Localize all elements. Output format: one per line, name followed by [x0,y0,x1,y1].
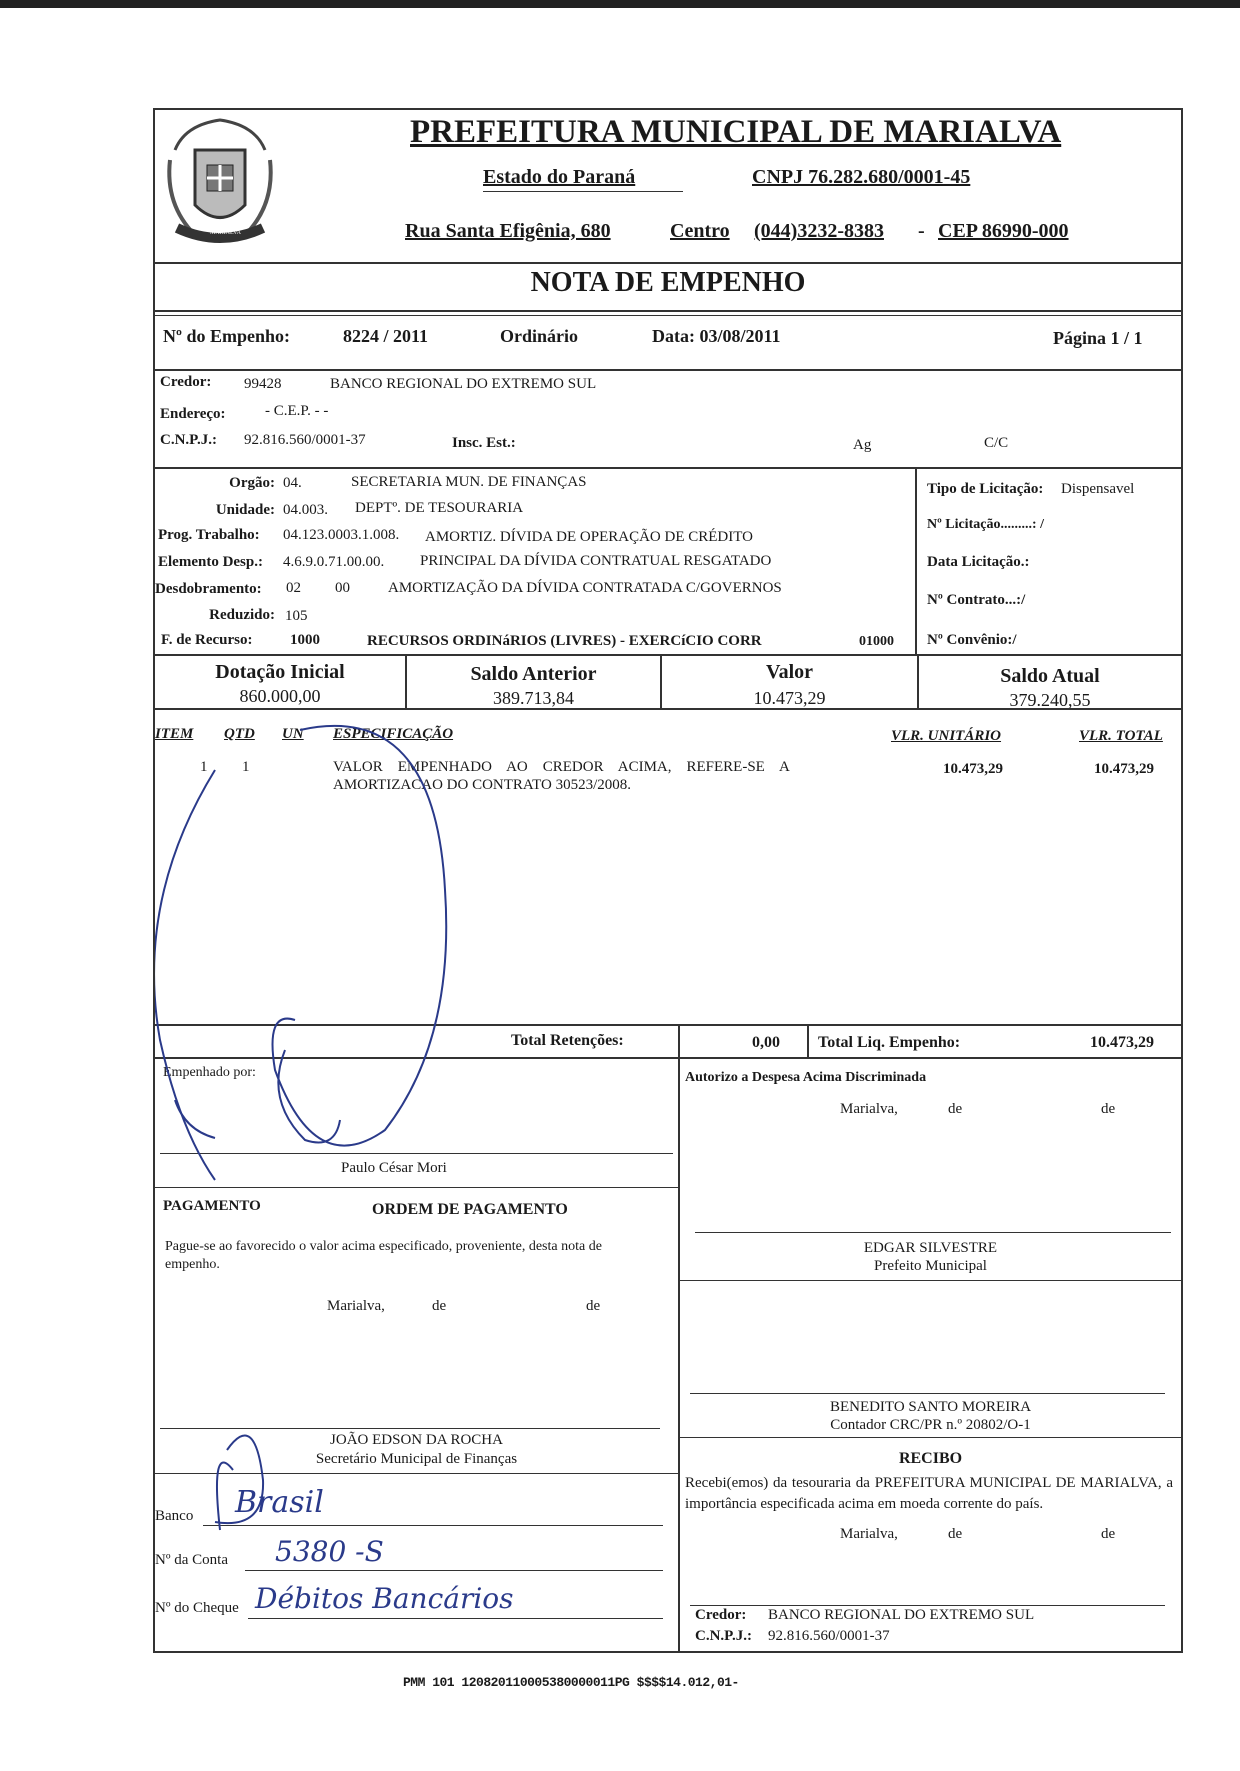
header-cep: CEP 86990-000 [938,220,1069,242]
header-phone: (044)3232-8383 [754,220,884,242]
desdobramento-label: Desdobramento: [155,581,262,597]
recibo-city: Marialva, [840,1526,898,1542]
valor-label: Valor [765,661,814,683]
licitacao-number: Nº Licitação.........: / [927,517,1044,532]
empenho-type: Ordinário [500,326,579,346]
recibo-de1: de [948,1526,963,1542]
pagamento-de2: de [586,1298,601,1314]
items-header-vlr-total: VLR. TOTAL [1079,728,1163,744]
prefeito-role: Prefeito Municipal [874,1258,987,1274]
empenho-date: Data: 03/08/2011 [652,326,781,346]
pagamento-city: Marialva, [327,1298,385,1314]
empenhado-por-label: Empenhado por: [163,1065,256,1080]
total-liquido-value: 10.473,29 [1090,1034,1154,1051]
prog-code: 04.123.0003.1.008. [283,527,400,543]
dotacao-value: 860.000,00 [239,686,321,706]
page-title: PREFEITURA MUNICIPAL DE MARIALVA [410,114,1062,150]
items-header-vlr-unit: VLR. UNITÁRIO [891,728,1002,744]
contador-name: BENEDITO SANTO MOREIRA [829,1399,1032,1415]
desdobramento-a: 02 [286,580,301,596]
items-header-espec: ESPECIFICAÇÃO [333,726,454,742]
document-title: NOTA DE EMPENHO [530,267,806,298]
page-number: Página 1 / 1 [1053,328,1143,348]
orgao-code: 04. [283,475,302,491]
ordem-pagamento-label: ORDEM DE PAGAMENTO [372,1201,568,1218]
unidade-code: 04.003. [283,502,328,518]
credor-name: BANCO REGIONAL DO EXTREMO SUL [330,376,597,392]
fonte-desc: RECURSOS ORDINáRIOS (LIVRES) - EXERCíCIO CORR [367,633,762,649]
items-header-qtd: QTD [224,726,255,742]
recibo-text: Recebi(emos) da tesouraria da PREFEITURA MUNICIPAL DE MARIALVA, a importância especificada acima em moeda corrente do país. [685,1475,1173,1512]
fonte-label: F. de Recurso: [161,632,253,648]
desdobramento-desc: AMORTIZAÇÃO DA DÍVIDA CONTRATADA C/GOVERNOS [388,580,782,596]
endereco-label: Endereço: [160,406,226,422]
unidade-desc: DEPTº. DE TESOURARIA [355,500,524,516]
unidade-label: Unidade: [215,502,275,518]
dotacao-label: Dotação Inicial [215,661,345,683]
item-number: 1 [200,759,208,775]
saldo-atual-value: 379.240,55 [1009,690,1091,710]
elemento-code: 4.6.9.0.71.00.00. [283,554,385,570]
valor-value: 10.473,29 [753,688,826,708]
reduzido-label: Reduzido: [209,607,275,623]
handwritten-signatures [155,710,1181,1610]
saldo-atual-label: Saldo Atual [1000,665,1100,687]
retencoes-label: Total Retenções: [511,1032,624,1049]
banco-label: Banco [155,1508,194,1524]
ag-label: Ag [853,437,872,453]
cheque-label: Nº do Cheque [155,1600,239,1616]
autorizo-label: Autorizo a Despesa Acima Discriminada [685,1070,927,1085]
footer-barcode-text: PMM 101 120820110005380000011PG $$$$14.012,01- [403,1675,739,1690]
secretario-role: Secretário Municipal de Finanças [315,1451,518,1467]
header-separator: - [918,220,925,242]
autorizo-city: Marialva, [840,1101,898,1117]
autorizo-de2: de [1101,1101,1116,1117]
header-rule [483,191,683,192]
state-label: Estado do Paraná [483,166,636,188]
cnpj-value: 92.816.560/0001-37 [244,432,366,448]
cheque-field-line [248,1618,663,1619]
empenho-number: 8224 / 2011 [343,326,429,346]
prefeito-name: EDGAR SILVESTRE [863,1240,998,1256]
pagamento-de1: de [432,1298,447,1314]
contador-role: Contador CRC/PR n.º 20802/O-1 [830,1417,1031,1433]
header-cnpj: CNPJ 76.282.680/0001-45 [752,166,971,188]
reduzido-value: 105 [285,608,308,624]
insc-label: Insc. Est.: [452,435,516,451]
items-header-un: UN [282,726,304,742]
item-vlr-total: 10.473,29 [1094,761,1154,777]
recibo-cnpj-value: 92.816.560/0001-37 [768,1628,890,1644]
prog-label: Prog. Trabalho: [158,527,260,543]
credor-label: Credor: [160,374,212,390]
endereco-value: - C.E.P. - - [265,403,329,419]
conta-label: Nº da Conta [155,1552,228,1568]
orgao-label: Orgão: [229,475,275,491]
scan-top-edge [0,0,1240,8]
item-qtd: 1 [242,759,250,775]
item-vlr-unit: 10.473,29 [943,761,1003,777]
orgao-desc: SECRETARIA MUN. DE FINANÇAS [351,474,587,490]
recibo-label: RECIBO [898,1450,963,1467]
pagamento-text: Pague-se ao favorecido o valor acima especificado, proveniente, desta nota de empenho. [165,1239,602,1272]
saldo-anterior-label: Saldo Anterior [470,663,597,685]
convenio-number: Nº Convênio:/ [927,632,1017,648]
contrato-number: Nº Contrato...:/ [927,592,1026,608]
licitacao-date: Data Licitação.: [927,554,1030,570]
municipal-crest-icon [155,110,285,260]
nota-de-empenho-form [153,108,1183,1653]
recibo-cnpj-label: C.N.P.J.: [695,1628,752,1644]
secretario-name: JOÃO EDSON DA ROCHA [330,1432,503,1448]
autorizo-de1: de [948,1101,963,1117]
elemento-label: Elemento Desp.: [158,554,263,570]
header-bairro: Centro [670,220,730,242]
banco-value: Brasil [235,1485,324,1520]
item-desc-line2: AMORTIZACAO DO CONTRATO 30523/2008. [333,777,631,793]
desdobramento-b: 00 [335,580,350,596]
saldo-anterior-value: 389.713,84 [493,688,574,708]
prog-desc: AMORTIZ. DÍVIDA DE OPERAÇÃO DE CRÉDITO [425,529,753,545]
elemento-desc: PRINCIPAL DA DÍVIDA CONTRATUAL RESGATADO [420,553,772,569]
empenhado-name: Paulo César Mori [341,1160,447,1176]
pagamento-label: PAGAMENTO [163,1198,261,1214]
empenho-label: Nº do Empenho: [163,326,290,346]
retencoes-value: 0,00 [752,1034,780,1051]
recibo-credor-label: Credor: [695,1607,747,1623]
total-liquido-label: Total Liq. Empenho: [818,1034,961,1051]
tipo-licitacao-value: Dispensavel [1061,481,1135,497]
items-header-item: ITEM [155,726,194,742]
cc-label: C/C [984,435,1009,451]
fonte-code: 1000 [290,632,320,648]
header-address: Rua Santa Efigênia, 680 [405,220,611,242]
recibo-de2: de [1101,1526,1116,1542]
credor-code: 99428 [244,376,282,392]
tipo-licitacao-label: Tipo de Licitação: [927,481,1044,497]
crest-ribbon-text: MARIALVA [210,230,242,236]
conta-value: 5380 -S [275,1535,384,1568]
item-desc-line1: VALOR EMPENHADO AO CREDOR ACIMA, REFERE-SE A [333,759,790,775]
recibo-credor-value: BANCO REGIONAL DO EXTREMO SUL [768,1607,1035,1623]
cheque-value: Débitos Bancários [255,1582,514,1615]
cnpj-label: C.N.P.J.: [160,432,217,448]
fonte-num: 01000 [859,634,894,649]
